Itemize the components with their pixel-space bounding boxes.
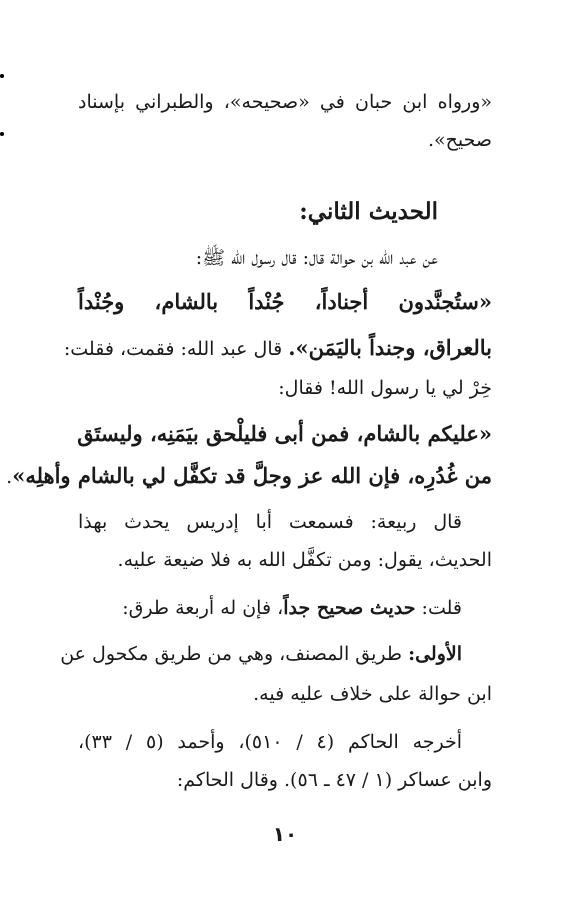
page-number: ١٠: [272, 822, 298, 846]
text-line-13: ابن حوالة على خلاف عليه فيه.: [253, 683, 492, 705]
text-line-6: خِرْ لي يا رسول الله! فقال:: [278, 377, 492, 399]
route-label: الأولى:: [408, 643, 462, 665]
edge-mark: [0, 132, 4, 136]
note-intro: قلت:: [415, 597, 462, 619]
hadith-line-2: بالعراق، وجنداً باليَمَن».: [288, 335, 492, 360]
text-line-3: عن عبد الله بن حوالة قال: قال رسول الله ﷺ:: [195, 247, 438, 269]
text-line-12: [60, 640, 462, 668]
text-line-8: [6, 462, 492, 491]
hadith-line-3: «عليكم بالشام، فمن أبى فليلْحق بيَمَنِه، وليستَق: [77, 421, 492, 446]
hadith-line-4: من غُدُرِه، فإن الله عز وجلَّ قد تكفَّل لي بالشام وأهلِه»: [12, 463, 492, 488]
text-line-5: [63, 334, 492, 363]
hadith-line-1: «ستُجنَّدون أجناداً، جُنْداً بالشام، وجُنْداً: [78, 289, 492, 314]
text-line-14: أخرجه الحاكم (٤ / ٥١٠)، وأحمد (٥ / ٣٣)،: [78, 731, 463, 753]
edge-mark: [0, 74, 4, 78]
narration-text: قال عبد الله: فقمت، فقلت:: [63, 338, 289, 360]
text-line-10: الحديث، يقول: ومن تكفَّل الله به فلا ضيعة عليه.: [117, 549, 492, 571]
grading-text: حديث صحيح جداً: [283, 597, 416, 619]
text-line-15: وابن عساكر (١ / ٤٧ ـ ٥٦). وقال الحاكم:: [176, 769, 492, 791]
routes-text: ، فإن له أربعة طرق:: [122, 597, 284, 619]
route-text: طريق المصنف، وهي من طريق مكحول عن: [60, 643, 409, 665]
text-line-9: قال ربيعة: فسمعت أبا إدريس يحدث بهذا: [78, 511, 462, 533]
section-heading: الحديث الثاني:: [299, 198, 438, 225]
period-mark: .: [6, 466, 13, 488]
text-line-2: صحيح».: [427, 129, 492, 151]
text-line-11: [78, 594, 462, 622]
text-line-1: «ورواه ابن حبان في «صحيحه»، والطبراني بإسناد: [78, 91, 492, 113]
